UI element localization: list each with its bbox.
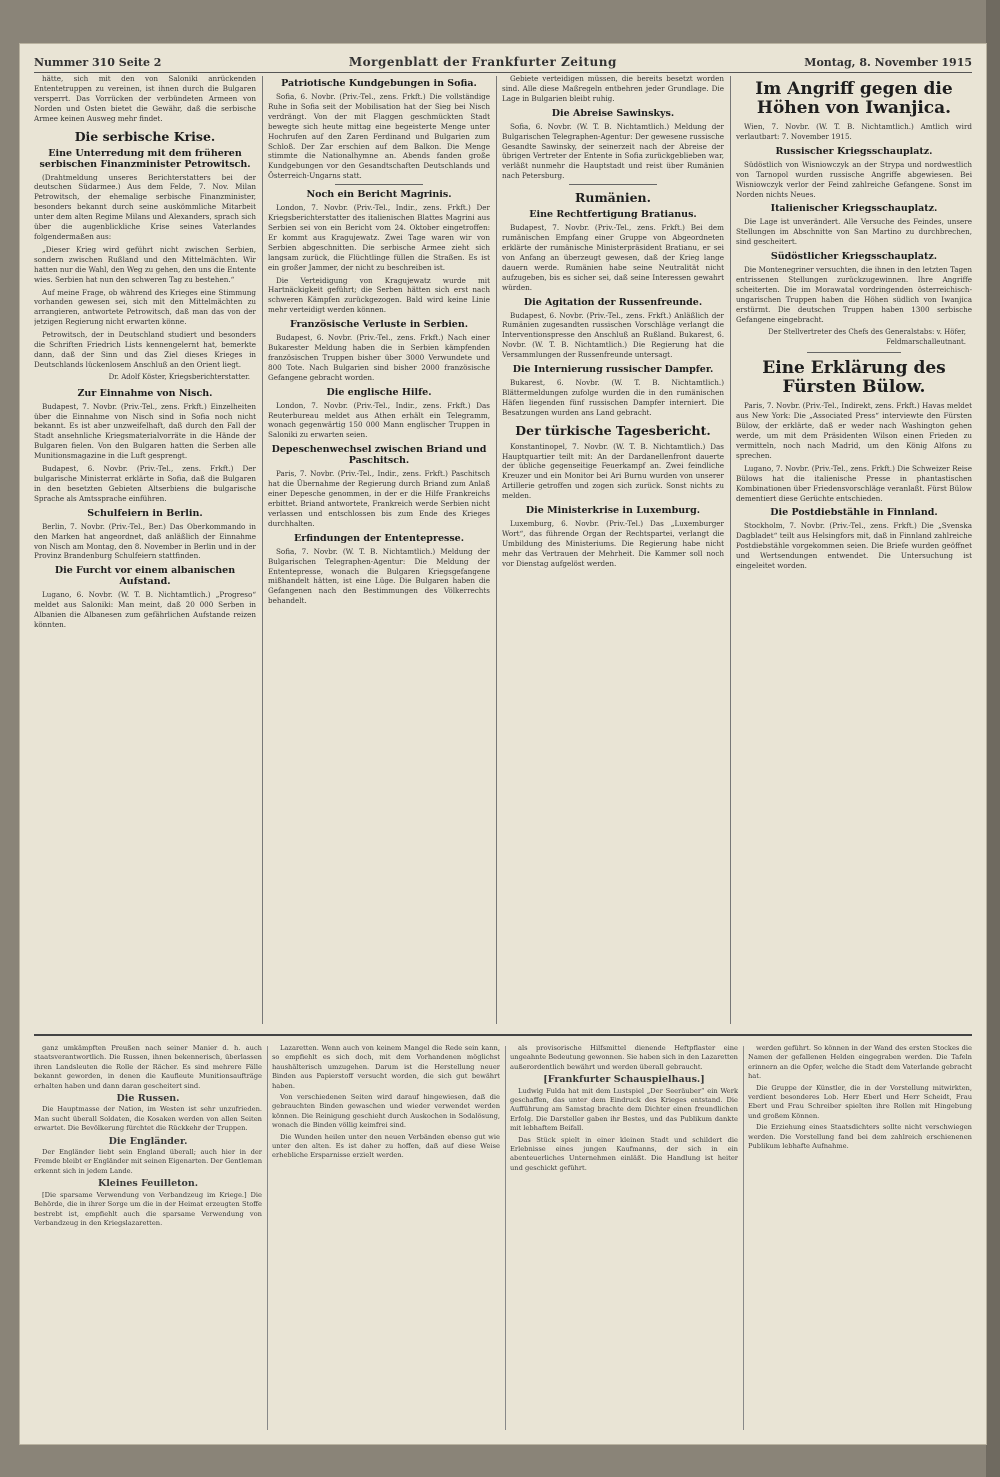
headline-romania: Rumänien.: [574, 190, 652, 206]
headline-nisch: Zur Einnahme von Nisch.: [77, 387, 213, 399]
column-divider: [496, 76, 497, 1024]
article-text: Sofia, 6. Novbr. (W. T. B. Nichtamtlich.) Meldung der Bulgarischen Telegraphen-Agentur: Der gewesene russische Gesandte Sawinsky, der seinerzeit nach der Abreise der übrigen Vertreter der Entente in Sofia zurückgeblieben war, verläßt nunmehr die Hauptstadt und reist über Rumänien nach Petersburg.: [502, 121, 724, 181]
section-divider: [807, 352, 901, 353]
headline-kleines-feuilleton: Kleines Feuilleton.: [97, 1178, 199, 1190]
article-text: (Drahtmeldung unseres Berichterstatters bei der deutschen Südarmee.) Aus dem Felde, 7. Nov. Milan Petrowitsch, der ehemalige serbische Finanzminister, besonders bekannt durch seine auskömmliche Mitarbeit unter dem alten Regime Milans und Alexanders, sprach sich über die augenblickliche Krise seines Vaterlandes folgendermaßen aus:: [34, 172, 256, 241]
article-text: hätte, sich mit den von Saloniki anrückenden Ententetruppen zu vereinen, ist ihnen durch die Bulgaren versperrt. Das Vorrücken der verbündeten Armeen von Norden und Osten bietet die Gewähr, daß die serbische Armee keinen Ausweg mehr findet.: [34, 74, 256, 123]
header-rule: [34, 72, 972, 73]
article-text: Die Lage ist unverändert. Alle Versuche des Feindes, unsere Stellungen im Abschnitte von San Martino zu durchbrechen, sind gescheitert.: [736, 217, 972, 247]
headline-sofia: Patriotische Kundgebungen in Sofia.: [281, 78, 477, 89]
article-text: Budapest, 7. Novbr. (Priv.-Tel., zens. Frkft.) Bei dem rumänischen Empfang einer Gruppe von Abgeordneten erklärte der rumänische Ministerpräsident Bratianu, er sei von Anfang an überzeugt gewesen, daß der Krieg lange dauern werde. Rumänien habe seine Neutralität nicht aufzugeben, bis es sicher sei, daß seine Interessen gewahrt würden.: [502, 223, 724, 292]
article-text: Die Erziehung eines Staatsdichters sollte nicht verschwiegen werden. Die Vorstellung fand bei dem zahlreich erschienenen Publikum lebhafte Aufnahme.: [748, 1123, 972, 1151]
article-text: Bukarest, 6. Novbr. (W. T. B. Nichtamtlich.) Blättermeldungen zufolge wurden die in den rumänischen Häfen liegenden fünf russischen Dampfer interniert. Die Besatzungen wurden ans Land gebracht.: [502, 378, 724, 417]
subheadline-southeast-front: Südöstlicher Kriegsschauplatz.: [770, 251, 938, 263]
article-text: Budapest, 6. Novbr. (Priv.-Tel., zens. Frkft.) Der bulgarische Ministerrat erklärte in Sofia, daß die Bulgaren in den besetzten Gebieten Altserbiens die bulgarische Sprache als Amtssprache einführen.: [34, 464, 256, 503]
article-text: London, 7. Novbr. (Priv.-Tel., Indir., zens. Frkft.) Der Kriegsberichterstatter des italienischen Blattes Magrini aus Serbien sei von ein Bericht vom 24. Oktober eingetroffen: Er kommt aus Kragujewatz. Zwei Tage waren wir von Serbien abgeschnitten. Die serbische Armee zieht sich langsam zurück, die Flüchtlinge füllen die Straßen. Es ist ein großer Jammer, der nicht zu beschreiben ist.: [268, 203, 490, 272]
article-text: Die Verteidigung von Kragujewatz wurde mit Hartnäckigkeit geführt; die Serben hätten sich erst nach schweren Kämpfen zurückgezogen. Bald wird keine Linie mehr verteidigt werden können.: [268, 275, 490, 315]
article-text: Auf meine Frage, ob während des Krieges eine Stimmung vorhanden gewesen sei, sich mit den Mittelmächten zu arrangieren, antwortete Petrowitsch, daß man das von der jetzigen Regierung nicht erwarten könne.: [34, 287, 256, 327]
article-text: werden geführt. So können in der Wand des ersten Stockes die Namen der gefallenen Helden eingegraben werden. Die Tafeln erinnern an die Opfer, welche die Stadt dem Vaterlande gebracht hat.: [748, 1044, 972, 1081]
headline-postal-thefts: Die Postdiebstähle in Finnland.: [770, 507, 938, 519]
headline-serbian-crisis: Die serbische Krise.: [74, 128, 216, 144]
column-divider: [730, 76, 731, 1024]
article-text: Paris, 7. Novbr. (Priv.-Tel., Indirekt, zens. Frkft.) Havas meldet aus New York: Die „Associated Press“ interviewte den Fürsten Bülow, der erklärte, daß er weder nach Washington gehen werde, um mit dem Präsidenten Wilson einen Frieden zu vermitteln, noch nach Madrid, um den König Alfons zu sprechen.: [736, 401, 972, 460]
feuilleton-column-1: [34, 1044, 262, 1432]
issue-number: Nummer 310 Seite 2: [34, 55, 162, 69]
article-text: Die Montenegriner versuchten, die ihnen in den letzten Tagen entrissenen Stellungen zurückzugewinnen. Ihre Angriffe scheiterten. Die im Morawatal vordringenden österreichisch-ungarischen Truppen haben die Höhen südlich von Iwanjica erstürmt. Die deutschen Truppen haben 1300 serbische Gefangene eingebracht.: [736, 265, 972, 324]
subheadline-theater: [Frankfurter Schauspielhaus.]: [543, 1074, 705, 1086]
article-text: Paris, 7. Novbr. (Priv.-Tel., Indir., zens. Frkft.) Paschitsch hat die Übernahme der Regierung durch Briand zum Anlaß einer Depesche genommen, in der er die Hilfe Frankreichs erbittet. Briand antwortete, Frankreich werde Serbien nicht verlassen und entschlossen bis zum Ende des Krieges durchhalten.: [268, 469, 490, 528]
author-signature: Dr. Adolf Köster, Kriegsberichterstatter.: [108, 372, 250, 381]
article-text: Südöstlich von Wisniowczyk an der Strypa und nordwestlich von Tarnopol wurden russische Angriffe abgewiesen. Bei Wisniowczyk verlor der Feind zahlreiche Gefangene. Sonst im Norden nichts Neues.: [736, 159, 972, 199]
column-1: [34, 74, 256, 1024]
headline-sawinsky: Die Abreise Sawinskys.: [551, 107, 675, 119]
column-divider: [505, 1046, 506, 1430]
subheadline-italian-front: Italienischer Kriegsschauplatz.: [770, 203, 938, 215]
headline-magrini: Noch ein Bericht Magrinis.: [306, 189, 452, 201]
headline-schulfeiern: Schulfeiern in Berlin.: [87, 507, 203, 519]
article-text: Stockholm, 7. Novbr. (Priv.-Tel., zens. Frkft.) Die „Svenska Dagbladet“ teilt aus Helsingfors mit, daß in Finnland zahlreiche Postdiebstähle vorgekommen seien. Die Briefe wurden geöffnet und Wertsendungen entwendet. Die Untersuchung ist eingeleitet worden.: [736, 521, 972, 571]
headline-internment: Die Internierung russischer Dampfer.: [512, 364, 714, 376]
section-divider: [569, 184, 658, 185]
article-text: Lugano, 7. Novbr. (Priv.-Tel., zens. Frkft.) Die Schweizer Reise Bülows hat die italienische Presse in phantastischen Kombinationen über Friedensvorschläge veranlaßt. Fürst Bülow dementiert diese Gerüchte entschieden.: [736, 463, 972, 503]
column-4: [736, 74, 972, 1024]
subheadline-russian-front: Russischer Kriegsschauplatz.: [775, 145, 933, 157]
headline-agitation: Die Agitation der Russenfreunde.: [523, 296, 703, 308]
article-text: Von verschiedenen Seiten wird darauf hingewiesen, daß die gebrauchten Binden gewaschen und wieder verwendet werden können. Die Reinigung geschieht durch Auskochen in Sodalösung, wonach die Binden völlig keimfrei sind.: [272, 1093, 500, 1130]
section-divider: [335, 184, 424, 185]
article-text: Budapest, 6. Novbr. (Priv.-Tel., zens. Frkft.) Anläßlich der Rumänien zugesandten russischen Vorschläge verlangt die Interventionspresse den Anschluß an Rußland. Bukarest, 6. Novbr. (W. T. B. Nichtamtlich.) Die Regierung hat die Versammlungen der Russenfreunde untersagt.: [502, 310, 724, 360]
article-text: Konstantinopel, 7. Novbr. (W. T. B. Nichtamtlich.) Das Hauptquartier teilt mit: An der Dardanellenfront dauerte der übliche gegenseitige Feuerkampf an. Zwei feindliche Kreuzer und ein Monitor bei Ari Burnu wurden von unserer Artillerie getroffen und zogen sich zurück. Sonst nichts zu melden.: [502, 441, 724, 501]
article-text: Luxemburg, 6. Novbr. (Priv.-Tel.) Das „Luxemburger Wort“, das führende Organ der Rechtspartei, verlangt die Umbildung des Ministeriums. Die Regierung habe nicht mehr das Vertrauen der Mehrheit. Die Kammer soll noch vor Dienstag aufgelöst werden.: [502, 519, 724, 568]
feuilleton-rule: [34, 1034, 972, 1036]
article-text: Die Gruppe der Künstler, die in der Vorstellung mitwirkten, verdient besonderes Lob. Herr Eberl und Herr Scheidt, Frau Ebert und Frau Schreiber spielten ihre Rollen mit Hingebung und großem Können.: [748, 1083, 972, 1120]
subheadline-bratianu: Eine Rechtfertigung Bratianus.: [529, 209, 697, 221]
author-signature: Der Stellvertreter des Chefs des Generalstabs: v. Höfer, Feldmarschalleutnant.: [768, 327, 966, 346]
page-header: [34, 52, 972, 72]
article-text: „Dieser Krieg wird geführt nicht zwischen Serbien, sondern zwischen Rußland und den Mittelmächten. Wir hatten nur die Wahl, den Weg zu gehen, den uns die Entente wies. Serbien hat nun den schweren Tag zu bestehen.“: [34, 244, 256, 284]
newspaper-page: [20, 44, 986, 1444]
headline-buelow: Eine Erklärung des Fürsten Bülow.: [762, 358, 946, 398]
headline-french-losses: Französische Verluste in Serbien.: [289, 319, 469, 331]
article-text: [Die sparsame Verwendung von Verbandzeug im Kriege.] Die Behörde, die in ihrer Sorge um die in der Heimat erzeugten Stoffe bestrebt ist, empfiehlt auch die sparsame Verwendung von Verbandzeug in den Kriegslazaretten.: [34, 1190, 262, 1227]
headline-english-help: Die englische Hilfe.: [326, 386, 432, 398]
subheadline-english: Die Engländer.: [108, 1135, 188, 1147]
feuilleton-column-4: [748, 1044, 972, 1432]
headline-dispatch-exchange: Depeschenwechsel zwischen Briand und Paschitsch.: [271, 444, 487, 467]
article-text: London, 7. Novbr. (Priv.-Tel., Indir., zens. Frkft.) Das Reuterbureau meldet aus Athen erhält ein Telegramm, wonach gegenwärtig 150 000 Mann englischer Truppen in Saloniki zu erwarten seien.: [268, 400, 490, 440]
article-text: als provisorische Hilfsmittel dienende Heftpflaster eine ungeahnte Bedeutung gewonnen. Sie haben sich in den Lazaretten außerordentlich bewährt und werden überall gebraucht.: [510, 1044, 738, 1071]
subheadline-interview: Eine Unterredung mit dem früheren serbischen Finanzminister Petrowitsch.: [39, 147, 251, 170]
feuilleton-column-2: [272, 1044, 500, 1432]
article-text: Der Engländer liebt sein England überall; auch hier in der Fremde bleibt er Engländer mit seinen Eigenarten. Der Gentleman erkennt sich in jedem Lande.: [34, 1148, 262, 1175]
article-text: Budapest, 6. Novbr. (Priv.-Tel., zens. Frkft.) Nach einer Bukarester Meldung haben die in Serbien kämpfenden französischen Truppen bisher über 3000 Verwundete und 800 Tote. Nach Bulgarien sind bisher 2000 französische Gefangene gebracht worden.: [268, 333, 490, 382]
binding-edge: [986, 0, 1000, 1477]
article-text: Petrowitsch, der in Deutschland studiert und besonders die Schriften Friedrich Lists kennengelernt hat, bemerkte dann, daß der Sinn und das Ziel dieses Krieges in Deutschlands lückenlosem Anschluß an den Orient liegt.: [34, 330, 256, 369]
article-text: ganz umkämpften Preußen nach seiner Manier d. h. auch staatsverantwortlich. Die Russen, ihnen bekennerisch, überlassen ihren Landsleuten die Rolle der Rächer. Es sind mehrere Fälle bekannt geworden, in denen die Kaufleute Munitionsaufträge erhalten haben und dann daran gescheitert sind.: [34, 1044, 262, 1090]
article-text: Lugano, 6. Novbr. (W. T. B. Nichtamtlich.) „Progreso“ meldet aus Saloniki: Man meint, daß 20 000 Serben in Albanien die Albanesen zum gefährlichen Aufstande reizen könnten.: [34, 590, 256, 630]
article-text: Die Wunden heilen unter den neuen Verbänden ebenso gut wie unter den alten. Es ist daher zu hoffen, daß auf diese Weise erhebliche Ersparnisse erzielt werden.: [272, 1132, 500, 1160]
article-text: Wien, 7. Novbr. (W. T. B. Nichtamtlich.) Amtlich wird verlautbart: 7. November 1915.: [736, 122, 972, 141]
headline-turkish-report: Der türkische Tagesbericht.: [515, 422, 711, 438]
article-text: Das Stück spielt in einer kleinen Stadt und schildert die Erlebnisse eines jungen Kaufmanns, der sich in ein abenteuerliches Unternehmen einläßt. Die Handlung ist heiter und geschickt geführt.: [510, 1135, 738, 1172]
subheadline-russians: Die Russen.: [116, 1093, 180, 1105]
column-3: [502, 74, 724, 1024]
column-divider: [262, 76, 263, 1024]
column-2: [268, 74, 490, 1024]
headline-iwanjica: Im Angriff gegen die Höhen von Iwanjica.: [755, 79, 953, 118]
column-divider: [267, 1046, 268, 1430]
feuilleton-column-3: [510, 1044, 738, 1432]
article-text: Budapest, 7. Novbr. (Priv.-Tel., zens. Frkft.) Einzelheiten über die Einnahme von Nisch sind in Sofia noch nicht bekannt. Es ist aber unzweifelhaft, daß durch den Fall der Stadt ansehnliche Kriegsmaterialvorräte in die Hände der Bulgaren fielen. Von den Bulgaren hatten die Serben alle Munitionsmagazine in die Luft gesprengt.: [34, 401, 256, 461]
article-text: Sofia, 6. Novbr. (Priv.-Tel., zens. Frkft.) Die vollständige Ruhe in Sofia seit der Mobilisation hat der Sieg bei Nisch verdrängt. Von der mit Flaggen geschmückten Stadt bewegte sich heute mittag eine begeisterte Menge unter Hochrufen auf den Zaren Ferdinand und Bulgarien zum Schloß. Der Zar erschien auf dem Balkon. Die Menge stimmte die Nationalhymne an. Abends fanden große Kundgebungen vor den Gesandtschaften Deutschlands und Österreich-Ungarns statt.: [268, 92, 490, 181]
article-text: Berlin, 7. Novbr. (Priv.-Tel., Ber.) Das Oberkommando in den Marken hat angeordnet, daß anläßlich der Einnahme von Nisch am Montag, den 8. November in Berlin und in der Provinz Brandenburg Schulfeiern stattfinden.: [34, 521, 256, 561]
article-text: Sofia, 7. Novbr. (W. T. B. Nichtamtlich.) Meldung der Bulgarischen Telegraphen-Agentur: Die Meldung der Ententepresse, wonach die Bulgaren Kriegsgefangene mißhandelt hätten, ist eine Lüge. Die Bulgaren haben die Gefangenen nach den Bestimmungen des Völkerrechts behandelt.: [268, 546, 490, 606]
issue-date: Montag, 8. November 1915: [804, 55, 972, 69]
headline-press-inventions: Erfindungen der Ententepresse.: [293, 532, 465, 544]
article-text: Gebiete verteidigen müssen, die bereits besetzt worden sind. Alle diese Maßregeln entbehren jeder Grundlage. Die Lage in Bulgarien bleibt ruhig.: [502, 74, 724, 103]
article-text: Lazaretten. Wenn auch von keinem Mangel die Rede sein kann, so empfiehlt es sich doch, mit dem Vorhandenen möglichst haushälterisch umzugehen. Darum ist die Herstellung neuer Binden aus Papierstoff versucht worden, die sich gut bewährt haben.: [272, 1044, 500, 1090]
column-divider: [743, 1046, 744, 1430]
headline-luxembourg-crisis: Die Ministerkrise in Luxemburg.: [525, 505, 701, 517]
article-text: Die Hauptmasse der Nation, im Westen ist sehr unzufrieden. Man sucht überall Soldaten, die Kosaken werden von allen Seiten erwartet. Die Bevölkerung fürchtet die Rückkehr der Truppen.: [34, 1105, 262, 1133]
newspaper-title: Morgenblatt der Frankfurter Zeitung: [348, 55, 617, 69]
article-text: Ludwig Fulda hat mit dem Lustspiel „Der Seeräuber“ ein Werk geschaffen, das unter dem Eindruck des Krieges entstand. Die Aufführung am Samstag brachte dem Dichter einen freundlichen Erfolg. Die Darsteller gaben ihr Bestes, und das Publikum dankte mit lebhaftem Beifall.: [510, 1086, 738, 1133]
headline-albanian-uprising: Die Furcht vor einem albanischen Aufstand.: [54, 565, 236, 588]
